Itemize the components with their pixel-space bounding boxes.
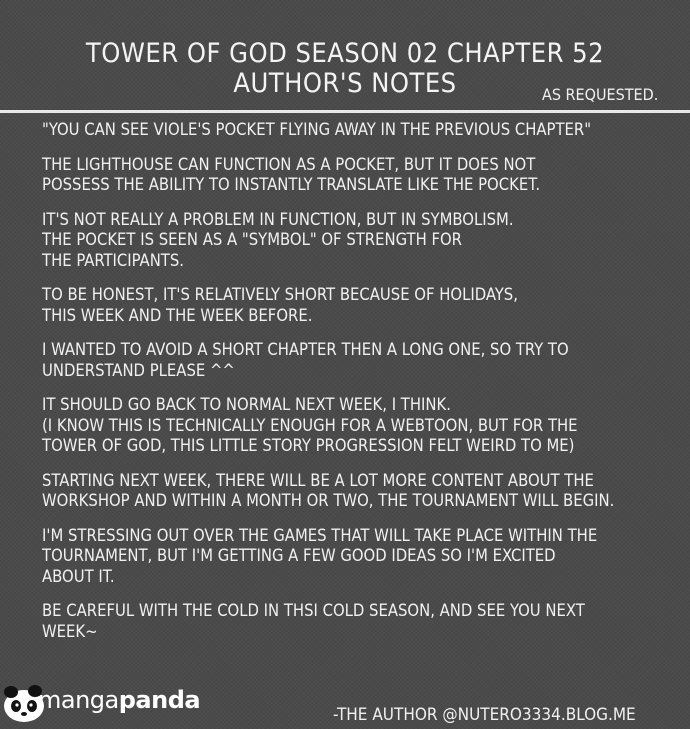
note-paragraph [42,471,682,512]
note-paragraph [42,210,682,272]
site-logo[interactable] [0,682,201,726]
note-paragraph [42,395,682,457]
header-divider [0,110,690,113]
note-line: TOURNAMENT, BUT I'M GETTING A FEW GOOD IDEAS SO I'M EXCITED [42,546,556,565]
logo-wordmark [38,686,200,714]
note-line: THE PARTICIPANTS. [42,250,185,270]
note-line: UNDERSTAND PLEASE ^^ [42,360,235,380]
note-line: BE CAREFUL WITH THE COLD IN THSI COLD SEASON, AND SEE YOU NEXT [42,601,585,620]
note-line: THE LIGHTHOUSE CAN FUNCTION AS A POCKET, BUT IT DOES NOT [42,154,536,174]
note-paragraph [42,155,682,196]
logo-text-bold: panda [118,686,201,714]
note-line: STARTING NEXT WEEK, THERE WILL BE A LOT MORE CONTENT ABOUT THE [42,470,594,490]
page-title: TOWER OF GOD SEASON 02 CHAPTER 52 [85,38,605,69]
note-line: TO BE HONEST, IT'S RELATIVELY SHORT BECAUSE OF HOLIDAYS, [42,285,518,304]
note-line: (I KNOW THIS IS TECHNICALLY ENOUGH FOR A WEBTOON, BUT FOR THE [42,415,578,435]
author-signature: -THE AUTHOR @NUTERO3334.BLOG.ME [333,705,636,725]
note-line: "YOU CAN SEE VIOLE'S POCKET FLYING AWAY IN THE PREVIOUS CHAPTER" [42,120,592,139]
requested-note: AS REQUESTED. [542,85,659,104]
note-paragraph [42,285,682,326]
note-line: ABOUT IT. [42,566,115,586]
note-line: POSSESS THE ABILITY TO INSTANTLY TRANSLATE LIKE THE POCKET. [42,175,541,194]
note-paragraph [42,526,682,588]
note-line: WORKSHOP AND WITHIN A MONTH OR TWO, THE TOURNAMENT WILL BEGIN. [42,491,615,510]
notes-body [42,120,682,656]
note-line: THIS WEEK AND THE WEEK BEFORE. [42,305,313,325]
note-line: TOWER OF GOD, THIS LITTLE STORY PROGRESSION FELT WEIRD TO ME) [42,436,575,455]
note-line: IT'S NOT REALLY A PROBLEM IN FUNCTION, BUT IN SYMBOLISM. [42,209,514,229]
note-paragraph [42,340,682,381]
note-paragraph [42,601,682,642]
note-line: IT SHOULD GO BACK TO NORMAL NEXT WEEK, I THINK. [42,395,451,414]
note-line: I WANTED TO AVOID A SHORT CHAPTER THEN A LONG ONE, SO TRY TO [42,340,569,359]
note-line: I'M STRESSING OUT OVER THE GAMES THAT WILL TAKE PLACE WITHIN THE [42,525,598,545]
logo-text-light: manga [38,686,119,714]
note-line: WEEK~ [42,621,98,641]
note-paragraph [42,120,682,141]
note-line: THE POCKET IS SEEN AS A "SYMBOL" OF STRENGTH FOR [42,230,462,249]
page-subtitle: AUTHOR'S NOTES [233,68,457,99]
